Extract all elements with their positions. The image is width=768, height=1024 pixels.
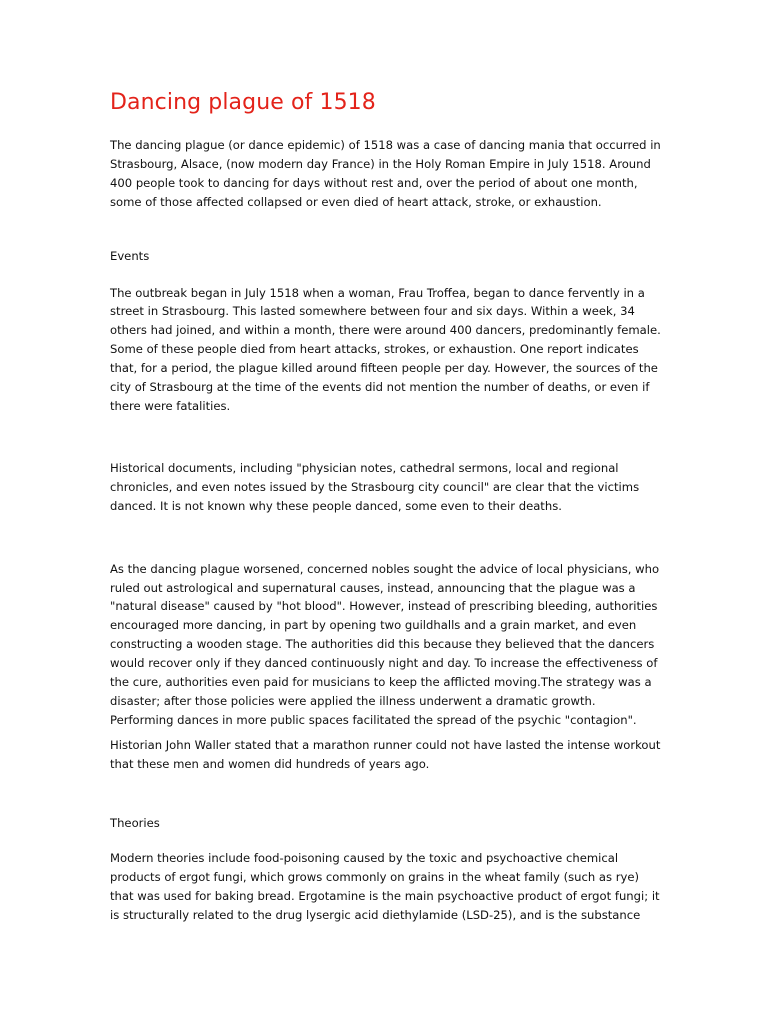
spacer	[110, 516, 662, 560]
spacer	[110, 266, 662, 284]
waller-paragraph: Historian John Waller stated that a marathon runner could not have lasted the intense workout that these men and women did hundreds of years ago.	[110, 737, 661, 771]
spacer	[110, 774, 662, 814]
theories-heading: Theories	[110, 815, 160, 830]
spacer	[110, 416, 662, 459]
events-heading: Events	[110, 248, 150, 263]
spacer	[110, 212, 662, 247]
theories-paragraph: Modern theories include food-poisoning caused by the toxic and psychoactive chemical products of ergot fungi, which grows commonly on grains in the wheat family (such as rye) that was used for baking bread. Ergotamine is the main psychoactive product of ergot fungi; it is structurally related to the drug lysergic acid diethylamide (LSD-25), and is the substance	[110, 851, 660, 923]
spacer	[110, 832, 662, 849]
page-title: Dancing plague of 1518	[110, 90, 376, 115]
historical-documents-paragraph: Historical documents, including "physician notes, cathedral sermons, local and regional chronicles, and even notes issued by the Strasbourg city council" are clear that the victims danced. It is not known why these people danced, some even to their deaths.	[110, 460, 640, 513]
document-page	[110, 88, 662, 925]
plague-worsened-paragraph: As the dancing plague worsened, concerned nobles sought the advice of local physicians, who ruled out astrological and supernatural causes, instead, announcing that the plague was a "natural disease" caused by "hot blood". However, instead of prescribing bleeding, authorities encouraged more dancing, in part by opening two guildhalls and a grain market, and even constructing a wooden stage. The authorities did this because they believed that the dancers would recover only if they danced continuously night and day. To increase the effectiveness of the cure, authorities even paid for musicians to keep the afflicted moving.The strategy was a disaster; after those policies were applied the illness underwent a dramatic growth. Performing dances in more public spaces facilitated the spread of the psychic "contagion".	[110, 561, 660, 727]
intro-paragraph: The dancing plague (or dance epidemic) of 1518 was a case of dancing mania that occurred in Strasbourg, Alsace, (now modern day France) in the Holy Roman Empire in July 1518. Around 400 people took to dancing for days without rest and, over the period of about one month, some of those affected collapsed or even died of heart attack, stroke, or exhaustion.	[110, 138, 661, 209]
events-paragraph: The outbreak began in July 1518 when a woman, Frau Troffea, began to dance fervently in a street in Strasbourg. This lasted somewhere between four and six days. Within a week, 34 others had joined, and within a month, there were around 400 dancers, predominantly female. Some of these people died from heart attacks, strokes, or exhaustion. One report indicates that, for a period, the plague killed around fifteen people per day. However, the sources of the city of Strasbourg at the time of the events did not mention the number of deaths, or even if there were fatalities.	[110, 285, 661, 413]
